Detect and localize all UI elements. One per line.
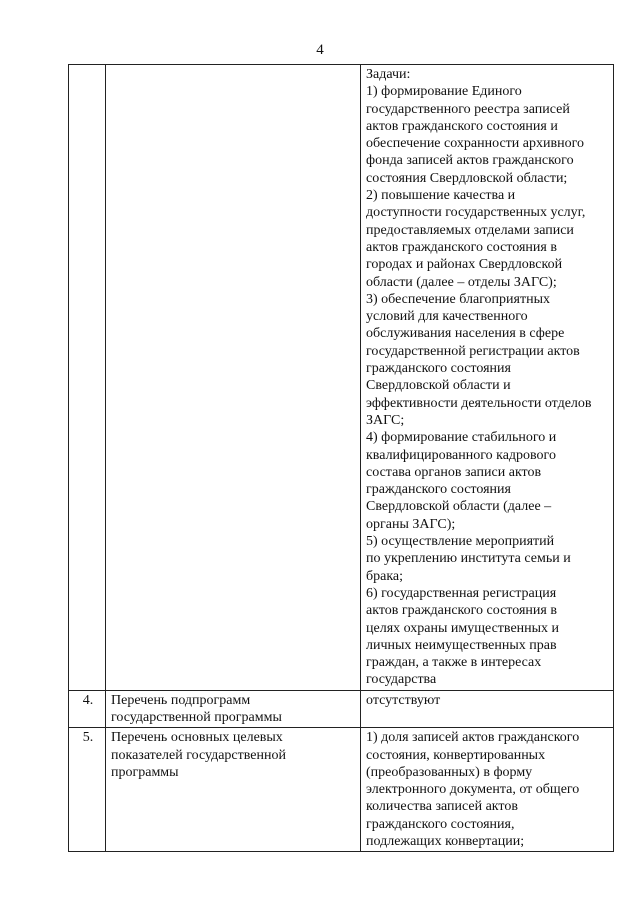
tasks-line: брака; bbox=[366, 568, 404, 584]
row-value-cell bbox=[361, 728, 614, 852]
row-name-cell bbox=[106, 728, 361, 852]
tasks-line: фонда записей актов гражданского bbox=[366, 153, 574, 169]
tasks-line: области (далее – отделы ЗАГС); bbox=[366, 274, 557, 290]
tasks-line: актов гражданского состояния в bbox=[366, 239, 557, 255]
tasks-line: Свердловской области (далее – bbox=[366, 499, 552, 515]
table-row bbox=[69, 728, 614, 852]
tasks-line: ЗАГС; bbox=[366, 412, 405, 428]
tasks-line: по укреплению института семьи и bbox=[366, 551, 571, 567]
tasks-line: 1) формирование Единого bbox=[366, 84, 522, 100]
tasks-line: предоставляемых отделами записи bbox=[366, 222, 574, 238]
tasks-cell bbox=[361, 65, 614, 691]
row-number-cell: 4. bbox=[69, 690, 106, 728]
row-number-cell: 5. bbox=[69, 728, 106, 852]
tasks-line: органы ЗАГС); bbox=[366, 516, 456, 532]
row-value-line: состояния, конвертированных bbox=[366, 747, 546, 763]
row-name-line: Перечень подпрограмм bbox=[111, 692, 251, 708]
tasks-line: 2) повышение качества и bbox=[366, 188, 516, 204]
tasks-line: государства bbox=[366, 672, 437, 688]
row-name-line: показателей государственной bbox=[111, 747, 286, 763]
tasks-line: квалифицированного кадрового bbox=[366, 447, 556, 463]
row-value-cell: отсутствуют bbox=[361, 690, 614, 728]
tasks-line: 5) осуществление мероприятий bbox=[366, 534, 555, 550]
tasks-line: доступности государственных услуг, bbox=[366, 205, 586, 221]
row-value-line: количества записей актов bbox=[366, 799, 518, 815]
tasks-line: гражданского состояния bbox=[366, 482, 511, 498]
row-number-cell bbox=[69, 65, 106, 691]
row-value-line: 1) доля записей актов гражданского bbox=[366, 730, 580, 746]
tasks-line: Свердловской области и bbox=[366, 378, 511, 394]
row-value-line: электронного документа, от общего bbox=[366, 782, 580, 798]
row-name-cell bbox=[106, 690, 361, 728]
tasks-line: условий для качественного bbox=[366, 309, 528, 325]
row-name-line: программы bbox=[111, 764, 179, 780]
tasks-line: состава органов записи актов bbox=[366, 464, 542, 480]
tasks-line: целях охраны имущественных и bbox=[366, 620, 560, 636]
tasks-line: государственной регистрации актов bbox=[366, 343, 580, 359]
page-number: 4 bbox=[316, 42, 324, 58]
tasks-line: 6) государственная регистрация bbox=[366, 585, 557, 601]
tasks-line: состояния Свердловской области; bbox=[366, 170, 568, 186]
tasks-line: Задачи: bbox=[366, 67, 411, 82]
tasks-line: актов гражданского состояния в bbox=[366, 603, 557, 619]
tasks-line: обеспечение сохранности архивного bbox=[366, 136, 584, 152]
row-name-line: Перечень основных целевых bbox=[111, 730, 283, 746]
row-value-line: (преобразованных) в форму bbox=[366, 764, 533, 780]
table-row bbox=[69, 690, 614, 728]
tasks-line: 4) формирование стабильного и bbox=[366, 430, 557, 446]
tasks-line: эффективности деятельности отделов bbox=[366, 395, 592, 411]
row-value-line: подлежащих конвертации; bbox=[366, 834, 525, 850]
tasks-line: городах и районах Свердловской bbox=[366, 257, 563, 273]
row-name-cell bbox=[106, 65, 361, 691]
tasks-line: гражданского состояния bbox=[366, 361, 511, 377]
passport-table bbox=[68, 64, 614, 852]
tasks-line: обслуживания населения в сфере bbox=[366, 326, 565, 342]
table-row bbox=[69, 65, 614, 691]
tasks-line: государственного реестра записей bbox=[366, 101, 570, 117]
row-value-line: гражданского состояния, bbox=[366, 816, 515, 832]
row-name-line: государственной программы bbox=[111, 709, 282, 725]
tasks-line: личных неимущественных прав bbox=[366, 637, 557, 653]
tasks-line: граждан, а также в интересах bbox=[366, 655, 542, 671]
tasks-line: актов гражданского состояния и bbox=[366, 118, 558, 134]
tasks-line: 3) обеспечение благоприятных bbox=[366, 291, 550, 307]
